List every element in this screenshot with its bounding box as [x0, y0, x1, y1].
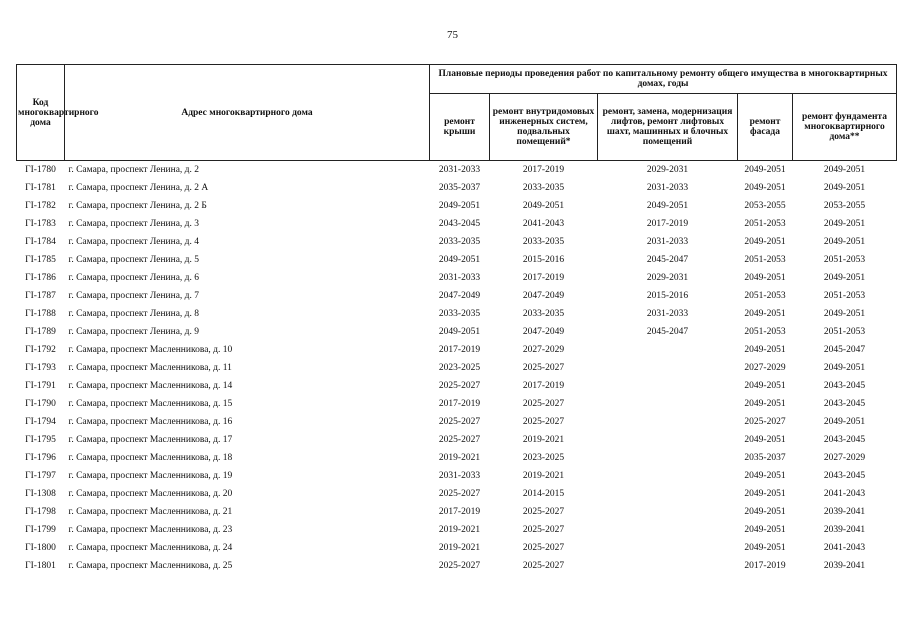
cell-lifts: 2031-2033: [646, 309, 689, 319]
cell-facade: 2049-2051: [744, 507, 786, 517]
cell-facade: 2017-2019: [744, 561, 786, 571]
cell-address: г. Самара, проспект Масленникова, д. 25: [68, 561, 233, 571]
cell-foundation: 2049-2051: [823, 309, 866, 319]
cell-facade: 2049-2051: [744, 471, 786, 481]
cell-systems: 2025-2027: [522, 417, 565, 427]
cell-roof: 2017-2019: [438, 507, 481, 517]
cell-roof: 2017-2019: [438, 345, 481, 355]
cell-foundation: 2043-2045: [823, 381, 866, 391]
cell-address: г. Самара, проспект Масленникова, д. 20: [68, 489, 233, 499]
cell-code: ГI-1790: [25, 399, 56, 409]
cell-code: ГI-1797: [25, 471, 56, 481]
cell-roof: 2023-2025: [438, 363, 481, 373]
cell-systems: 2047-2049: [522, 327, 565, 337]
cell-lifts: [598, 503, 738, 521]
cell-address: г. Самара, проспект Ленина, д. 6: [68, 273, 200, 283]
cell-code: ГI-1786: [25, 273, 56, 283]
cell-address: г. Самара, проспект Масленникова, д. 19: [68, 471, 233, 481]
cell-code: ГI-1784: [25, 237, 56, 247]
cell-code: ГI-1795: [25, 435, 56, 445]
cell-address: г. Самара, проспект Масленникова, д. 17: [68, 435, 233, 445]
cell-lifts: [598, 377, 738, 395]
table-row: [17, 539, 897, 557]
cell-code: ГI-1308: [25, 489, 56, 499]
capital-repair-table: [16, 64, 897, 575]
cell-roof: 2017-2019: [438, 399, 481, 409]
cell-roof: 2033-2035: [438, 237, 481, 247]
cell-lifts: [598, 449, 738, 467]
cell-code: ГI-1794: [25, 417, 56, 427]
cell-systems: 2033-2035: [522, 309, 565, 319]
cell-foundation: 2049-2051: [823, 165, 866, 175]
cell-address: г. Самара, проспект Масленникова, д. 23: [68, 525, 233, 535]
cell-address: г. Самара, проспект Ленина, д. 2 Б: [68, 201, 207, 211]
cell-systems: 2041-2043: [522, 219, 565, 229]
cell-facade: 2049-2051: [744, 309, 786, 319]
cell-address: г. Самара, проспект Масленникова, д. 21: [68, 507, 233, 517]
cell-facade: 2051-2053: [744, 327, 786, 337]
cell-facade: 2049-2051: [744, 489, 786, 499]
cell-roof: 2019-2021: [438, 525, 481, 535]
table-row: [17, 179, 897, 197]
cell-systems: 2017-2019: [522, 165, 565, 175]
cell-roof: 2033-2035: [438, 309, 481, 319]
table-row: [17, 395, 897, 413]
table-row: [17, 341, 897, 359]
cell-systems: 2033-2035: [522, 237, 565, 247]
cell-foundation: 2051-2053: [823, 291, 866, 301]
cell-code: ГI-1793: [25, 363, 56, 373]
cell-facade: 2049-2051: [744, 237, 786, 247]
cell-systems: 2019-2021: [522, 471, 565, 481]
page-number: 75: [447, 29, 458, 41]
cell-code: ГI-1798: [25, 507, 56, 517]
cell-code: ГI-1800: [25, 543, 56, 553]
cell-address: г. Самара, проспект Ленина, д. 9: [68, 327, 200, 337]
table-row: [17, 449, 897, 467]
cell-roof: 2049-2051: [438, 327, 481, 337]
cell-roof: 2049-2051: [438, 255, 481, 265]
cell-facade: 2049-2051: [744, 543, 786, 553]
table-row: [17, 233, 897, 251]
cell-code: ГI-1792: [25, 345, 56, 355]
table-row: [17, 557, 897, 575]
cell-foundation: 2051-2053: [823, 255, 866, 265]
cell-code: ГI-1780: [25, 165, 56, 175]
table-row: [17, 215, 897, 233]
cell-lifts: 2029-2031: [646, 273, 689, 283]
header-code: Код многоквартирного дома: [17, 65, 65, 161]
cell-lifts: [598, 395, 738, 413]
header-facade: ремонт фасада: [738, 94, 793, 161]
cell-lifts: [598, 557, 738, 575]
table-row: [17, 485, 897, 503]
cell-lifts: 2031-2033: [646, 237, 689, 247]
table-row: [17, 377, 897, 395]
header-systems: ремонт внутридомовых инженерных систем, подвальных помещений*: [490, 94, 598, 161]
table-row: [17, 359, 897, 377]
cell-code: ГI-1787: [25, 291, 56, 301]
cell-address: г. Самара, проспект Ленина, д. 4: [68, 237, 200, 247]
cell-address: г. Самара, проспект Масленникова, д. 10: [68, 345, 233, 355]
cell-code: ГI-1783: [25, 219, 56, 229]
cell-code: ГI-1789: [25, 327, 56, 337]
cell-address: г. Самара, проспект Масленникова, д. 15: [68, 399, 233, 409]
cell-roof: 2019-2021: [438, 543, 481, 553]
cell-foundation: 2027-2029: [823, 453, 866, 463]
cell-systems: 2015-2016: [522, 255, 565, 265]
cell-roof: 2031-2033: [438, 273, 481, 283]
table-row: [17, 467, 897, 485]
cell-systems: 2017-2019: [522, 381, 565, 391]
cell-facade: 2051-2053: [744, 219, 786, 229]
cell-foundation: 2053-2055: [823, 201, 866, 211]
table-row: [17, 431, 897, 449]
cell-address: г. Самара, проспект Масленникова, д. 14: [68, 381, 233, 391]
cell-lifts: [598, 431, 738, 449]
cell-systems: 2014-2015: [522, 489, 565, 499]
header-foundation: ремонт фундамента многоквартирного дома**: [793, 94, 897, 161]
cell-systems: 2027-2029: [522, 345, 565, 355]
cell-code: ГI-1796: [25, 453, 56, 463]
table-row: [17, 161, 897, 180]
cell-facade: 2049-2051: [744, 273, 786, 283]
cell-foundation: 2049-2051: [823, 273, 866, 283]
cell-foundation: 2049-2051: [823, 183, 866, 193]
cell-roof: 2049-2051: [438, 201, 481, 211]
cell-foundation: 2049-2051: [823, 417, 866, 427]
cell-code: ГI-1801: [25, 561, 56, 571]
table-row: [17, 323, 897, 341]
cell-lifts: 2017-2019: [646, 219, 689, 229]
cell-roof: 2031-2033: [438, 165, 481, 175]
table-body: [17, 161, 897, 576]
cell-lifts: 2015-2016: [646, 291, 689, 301]
cell-foundation: 2045-2047: [823, 345, 866, 355]
table-row: [17, 521, 897, 539]
cell-foundation: 2043-2045: [823, 471, 866, 481]
cell-lifts: [598, 485, 738, 503]
cell-address: г. Самара, проспект Ленина, д. 5: [68, 255, 200, 265]
cell-roof: 2035-2037: [438, 183, 481, 193]
cell-roof: 2019-2021: [438, 453, 481, 463]
cell-code: ГI-1781: [25, 183, 56, 193]
table-row: [17, 503, 897, 521]
cell-roof: 2031-2033: [438, 471, 481, 481]
cell-address: г. Самара, проспект Ленина, д. 3: [68, 219, 200, 229]
cell-lifts: [598, 467, 738, 485]
cell-facade: 2049-2051: [744, 435, 786, 445]
cell-address: г. Самара, проспект Ленина, д. 8: [68, 309, 200, 319]
cell-facade: 2051-2053: [744, 291, 786, 301]
cell-lifts: [598, 359, 738, 377]
cell-foundation: 2039-2041: [823, 507, 866, 517]
cell-roof: 2025-2027: [438, 435, 481, 445]
cell-systems: 2019-2021: [522, 435, 565, 445]
cell-facade: 2035-2037: [744, 453, 786, 463]
cell-foundation: 2049-2051: [823, 237, 866, 247]
cell-facade: 2027-2029: [744, 363, 786, 373]
cell-facade: 2053-2055: [744, 201, 786, 211]
cell-lifts: 2049-2051: [646, 201, 689, 211]
cell-facade: 2049-2051: [744, 165, 786, 175]
header-roof: ремонт крыши: [430, 94, 490, 161]
cell-roof: 2025-2027: [438, 489, 481, 499]
cell-address: г. Самара, проспект Ленина, д. 2 А: [68, 183, 209, 193]
cell-foundation: 2041-2043: [823, 543, 866, 553]
cell-lifts: [598, 413, 738, 431]
cell-roof: 2025-2027: [438, 561, 481, 571]
header-row-group: [17, 65, 897, 94]
cell-systems: 2047-2049: [522, 291, 565, 301]
cell-roof: 2025-2027: [438, 417, 481, 427]
cell-foundation: 2039-2041: [823, 561, 866, 571]
cell-code: ГI-1791: [25, 381, 56, 391]
cell-foundation: 2043-2045: [823, 435, 866, 445]
cell-address: г. Самара, проспект Ленина, д. 7: [68, 291, 200, 301]
cell-foundation: 2049-2051: [823, 219, 866, 229]
table-row: [17, 413, 897, 431]
cell-facade: 2025-2027: [744, 417, 786, 427]
header-address: Адрес многоквартирного дома: [65, 65, 430, 161]
cell-systems: 2033-2035: [522, 183, 565, 193]
cell-systems: 2025-2027: [522, 507, 565, 517]
cell-address: г. Самара, проспект Масленникова, д. 24: [68, 543, 233, 553]
cell-foundation: 2043-2045: [823, 399, 866, 409]
cell-code: ГI-1785: [25, 255, 56, 265]
table-row: [17, 305, 897, 323]
cell-address: г. Самара, проспект Масленникова, д. 11: [68, 363, 232, 373]
cell-foundation: 2041-2043: [823, 489, 866, 499]
cell-address: г. Самара, проспект Ленина, д. 2: [68, 165, 200, 175]
cell-roof: 2043-2045: [438, 219, 481, 229]
cell-lifts: 2029-2031: [646, 165, 689, 175]
cell-facade: 2049-2051: [744, 345, 786, 355]
cell-foundation: 2049-2051: [823, 363, 866, 373]
cell-code: ГI-1799: [25, 525, 56, 535]
cell-lifts: 2031-2033: [646, 183, 689, 193]
cell-facade: 2049-2051: [744, 183, 786, 193]
cell-systems: 2017-2019: [522, 273, 565, 283]
cell-lifts: [598, 341, 738, 359]
cell-lifts: [598, 539, 738, 557]
cell-code: ГI-1788: [25, 309, 56, 319]
cell-facade: 2049-2051: [744, 525, 786, 535]
cell-systems: 2023-2025: [522, 453, 565, 463]
cell-systems: 2025-2027: [522, 363, 565, 373]
table-row: [17, 287, 897, 305]
cell-facade: 2049-2051: [744, 399, 786, 409]
cell-systems: 2025-2027: [522, 561, 565, 571]
cell-roof: 2025-2027: [438, 381, 481, 391]
cell-foundation: 2039-2041: [823, 525, 866, 535]
cell-address: г. Самара, проспект Масленникова, д. 16: [68, 417, 233, 427]
header-lifts: ремонт, замена, модернизация лифтов, ремонт лифтовых шахт, машинных и блочных помещений: [598, 94, 738, 161]
cell-lifts: [598, 521, 738, 539]
table-row: [17, 269, 897, 287]
cell-lifts: 2045-2047: [646, 255, 689, 265]
cell-facade: 2051-2053: [744, 255, 786, 265]
cell-systems: 2049-2051: [522, 201, 565, 211]
cell-lifts: 2045-2047: [646, 327, 689, 337]
table-row: [17, 197, 897, 215]
table-row: [17, 251, 897, 269]
cell-roof: 2047-2049: [438, 291, 481, 301]
cell-systems: 2025-2027: [522, 399, 565, 409]
cell-address: г. Самара, проспект Масленникова, д. 18: [68, 453, 233, 463]
cell-code: ГI-1782: [25, 201, 56, 211]
cell-systems: 2025-2027: [522, 525, 565, 535]
cell-foundation: 2051-2053: [823, 327, 866, 337]
cell-facade: 2049-2051: [744, 381, 786, 391]
header-group: Плановые периоды проведения работ по капитальному ремонту общего имущества в многоквартирных домах, годы: [430, 65, 897, 94]
cell-systems: 2025-2027: [522, 543, 565, 553]
